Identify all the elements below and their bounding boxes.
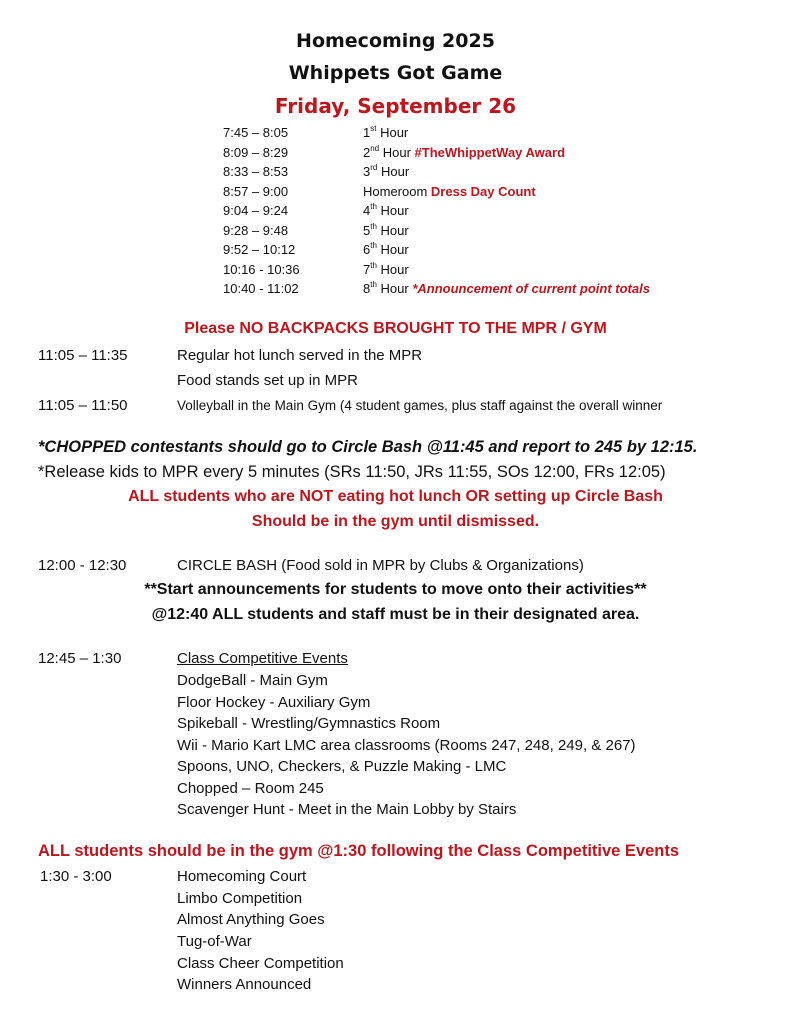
hour-desc: 5th Hour [363,221,409,238]
volleyball-desc: Volleyball in the Main Gym (4 student games, plus staff against the overall winner [177,398,663,413]
event-item: Floor Hockey - Auxiliary Gym [177,694,371,711]
hour-desc: 4th Hour [363,201,409,218]
event-item: Scavenger Hunt - Meet in the Main Lobby by Stairs [177,801,517,818]
volleyball-time: 11:05 – 11:50 [38,397,128,414]
circle-bash-time: 12:00 - 12:30 [38,557,127,574]
hour-desc: 3rd Hour [363,162,410,179]
event-item: Chopped – Room 245 [177,780,324,797]
lunch-desc: Regular hot lunch served in the MPR [177,347,423,364]
hour-desc: 7th Hour [363,260,409,277]
hour-desc: 2nd Hour #TheWhippetWay Award [363,143,566,160]
hour-desc: 6th Hour [363,240,409,257]
afternoon-time: 1:30 - 3:00 [40,868,112,885]
hour-time: 7:45 – 8:05 [223,125,289,140]
hour-time: 10:16 - 10:36 [223,262,300,277]
hour-desc: Homeroom Dress Day Count [363,184,536,199]
hour-time: 10:40 - 11:02 [223,281,299,296]
afternoon-item: Limbo Competition [177,890,303,907]
afternoon-first-item: Homecoming Court [177,868,307,885]
event-item: Spikeball - Wrestling/Gymnastics Room [177,715,441,732]
circle-bash-desc: CIRCLE BASH (Food sold in MPR by Clubs & Organizations) [177,557,584,574]
gym-note-line-1: ALL students who are NOT eating hot lunch OR setting up Circle Bash [128,488,663,505]
hour-time: 8:33 – 8:53 [223,164,289,179]
hour-desc: 1st Hour [363,123,409,140]
point-totals-note: *Announcement of current point totals [412,281,650,296]
hour-time: 9:52 – 10:12 [223,242,296,257]
gym-130-notice: ALL students should be in the gym @1:30 following the Class Competitive Events [38,842,680,860]
dress-day-count: Dress Day Count [430,184,536,199]
lunch-time: 11:05 – 11:35 [38,347,128,364]
afternoon-item: Tug-of-War [177,933,252,950]
release-note: *Release kids to MPR every 5 minutes (SRs 11:50, JRs 11:55, SOs 12:00, FRs 12:05) [38,463,666,481]
events-heading: Class Competitive Events [177,650,348,667]
hour-desc: 8th Hour *Announcement of current point totals [363,279,650,296]
no-backpacks-notice: Please NO BACKPACKS BROUGHT TO THE MPR / GYM [184,320,607,337]
afternoon-item: Almost Anything Goes [177,911,325,928]
announcement-line-2: @12:40 ALL students and staff must be in their designated area. [151,606,640,623]
afternoon-item: Class Cheer Competition [177,955,344,972]
event-item: Spoons, UNO, Checkers, & Puzzle Making - LMC [177,758,507,775]
hour-time: 9:28 – 9:48 [223,223,289,238]
announcement-line-1: **Start announcements for students to move onto their activities** [144,581,647,598]
page-subtitle: Whippets Got Game [288,62,503,84]
food-stands-item: Food stands set up in MPR [177,372,358,389]
event-item: Wii - Mario Kart LMC area classrooms (Rooms 247, 248, 249, & 267) [177,737,636,754]
events-time: 12:45 – 1:30 [38,650,122,667]
hour-time: 8:57 – 9:00 [223,184,289,199]
gym-note-line-2: Should be in the gym until dismissed. [251,513,540,530]
afternoon-item: Winners Announced [177,976,312,993]
whippet-way-award: #TheWhippetWay Award [414,145,566,160]
hour-time: 9:04 – 9:24 [223,203,289,218]
event-item: DodgeBall - Main Gym [177,672,328,689]
chopped-note: *CHOPPED contestants should go to Circle Bash @11:45 and report to 245 by 12:15. [38,438,698,456]
page-title: Homecoming 2025 [296,30,495,52]
event-date: Friday, September 26 [274,94,517,118]
hour-time: 8:09 – 8:29 [223,145,289,160]
